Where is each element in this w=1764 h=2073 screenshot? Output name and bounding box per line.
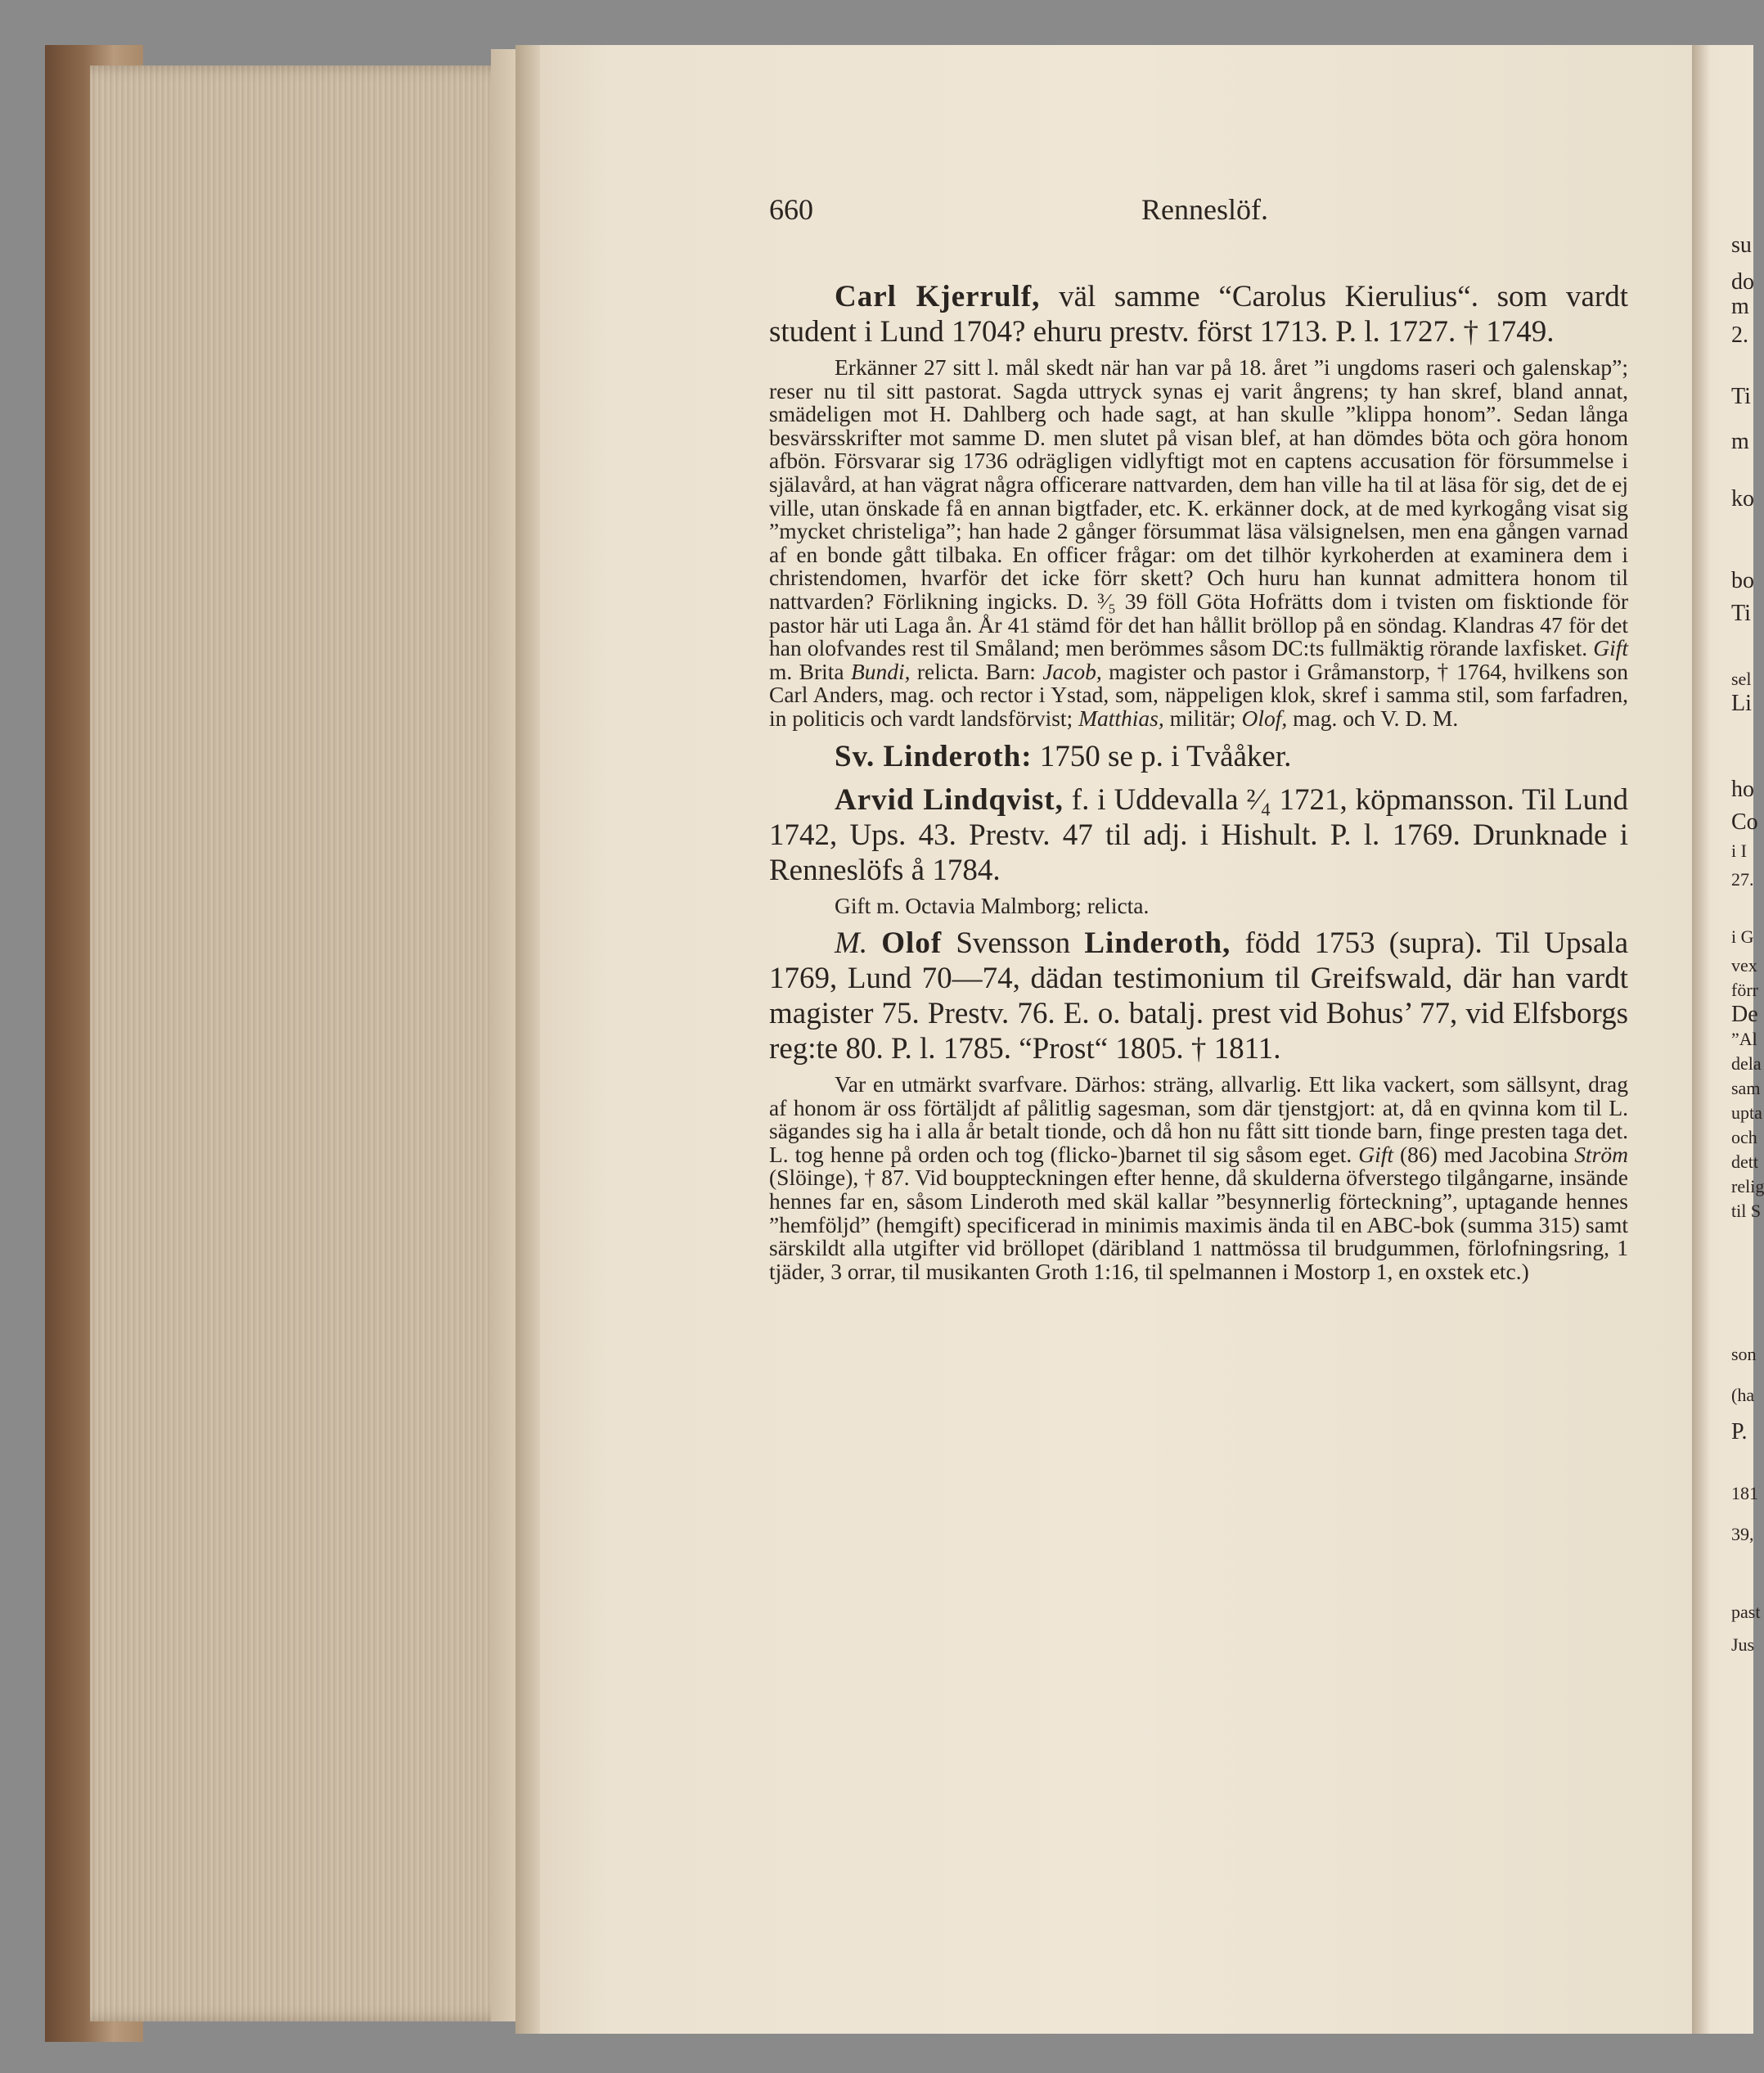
entry-name: Olof — [881, 926, 943, 961]
next-page-fragment: Ti — [1731, 384, 1751, 409]
entry-head-text: 1750 se p. i Tvååker. — [1039, 739, 1292, 773]
entry-note: (Slöinge), † 87. Vid bouppteckningen efter henne, då skulderna öfverstego tilgångarne, insände hennes far en, såsom Linderoth med skäl kallar ”besynnerlig förteckning”, uptagande hennes ”hemföljd” (hemgift) specificerad in minimis maximis ända til en ABC-bok (summa 315) samt särskildt alla utgifter vid bröllopet (däribland 1 nattmössa til brudgummen, förlofningsring, 1 tjäder, 3 orrar, til musikanten Groth 1:16, til spelmannen i Mostorp 1, en oxstek etc.) — [769, 1165, 1628, 1284]
page-header — [769, 192, 1628, 241]
next-page-fragment: i I — [1731, 840, 1747, 861]
next-page-fragment: i G — [1731, 926, 1754, 947]
next-page-fragment: til S — [1731, 1201, 1762, 1221]
next-page-fragment: sel — [1731, 669, 1752, 689]
child-name: Olof, — [1241, 705, 1288, 731]
next-page-fragment: m — [1731, 294, 1749, 319]
entry-name: Sv. Linderoth: — [835, 739, 1033, 773]
next-page-fragment: Jus — [1731, 1634, 1755, 1655]
next-page-fragment: dela — [1731, 1053, 1762, 1074]
next-page-fragment: 27. — [1731, 869, 1754, 890]
next-page-fragment: ko — [1731, 486, 1754, 511]
next-page-fragment: upta — [1731, 1102, 1762, 1123]
entry-note: mag. och V. D. M. — [1293, 705, 1459, 731]
entry-note: militär; — [1169, 705, 1236, 731]
entry-note: magister och pastor i Gråmanstorp, † 1764, hvilkens son Carl Anders, mag. och rector i Ystad, som, näppeligen klok, skref i samma stil, som farfadren, in politicis och vardt landsförvist; — [769, 658, 1628, 731]
next-page-fragment: De — [1731, 1002, 1758, 1027]
next-page-fragment: förr — [1731, 980, 1758, 1000]
next-page-fragment: m — [1731, 429, 1749, 454]
next-page-fragment: past — [1731, 1602, 1761, 1622]
next-page-fragment: 2. — [1731, 322, 1748, 348]
entry-head-text: Svensson — [956, 926, 1071, 961]
next-page-fragment: Ti — [1731, 601, 1751, 626]
entry-head-text: väl samme “Carolus Kierulius“. som vardt student i Lund 1704? ehuru prestv. först 1713. P. l. 1727. † 1749. — [769, 280, 1628, 349]
next-page-fragment: relig — [1731, 1176, 1764, 1196]
next-page-fragment: dett — [1731, 1151, 1758, 1172]
entry-kjerrulf-head — [769, 279, 1628, 349]
entry-name: Arvid Lindqvist, — [835, 782, 1064, 817]
next-page-fragment: 181 — [1731, 1483, 1758, 1503]
entry-name: Linderoth, — [1084, 926, 1231, 961]
next-page-fragment: (ha — [1731, 1385, 1755, 1405]
entry-head-text: född 1753 (supra). Til Upsala 1769, Lund 70—74, dädan testimonium til Greifswald, där han vardt magister 75. Prestv. 76. E. o. batalj. prest vid Bohus’ 77, vid Elfsborgs reg:te 80. P. l. 1785. “Prost“ 1805. † 1811. — [769, 926, 1629, 1066]
entry-kjerrulf-notes — [769, 356, 1628, 731]
title-abbrev: M. — [835, 926, 868, 961]
entry-note: Gift m. Octavia Malmborg; relicta. — [835, 892, 1150, 918]
next-page-fragment: son — [1731, 1344, 1757, 1364]
entry-note: (86) med Jacobina — [1400, 1141, 1568, 1167]
page-stack — [90, 65, 515, 2021]
child-name: Jacob, — [1042, 658, 1102, 684]
wife-name: Bundi, — [850, 658, 911, 684]
entry-lindqvist-notes — [769, 892, 1628, 918]
entry-lindqvist-head — [769, 782, 1628, 888]
gift-label: Gift — [1358, 1141, 1394, 1167]
next-page-fragment: Li — [1731, 691, 1752, 716]
next-page-fragment: P. — [1731, 1419, 1748, 1444]
gift-label: Gift — [1593, 635, 1628, 661]
entry-name: Carl Kjerrulf, — [835, 280, 1041, 313]
entry-note: Var en utmärkt svarfvare. Därhos: sträng, allvarlig. Ett lika vackert, som sällsynt, drag af honom är oss förtäljdt af pålitlig sagesman, som där tjenstgjort: at, då en qvinna kom til L. sägandes sig ha i alla år betalt tionde, och då hon nu fått sitt tionde barn, finge presten taga det. L. tog henne på orden och tog (flicko-)barnet til sig såsom eget. — [769, 1071, 1628, 1167]
next-page-fragment: och — [1731, 1127, 1757, 1147]
entry-linderoth-olof-notes — [769, 1073, 1628, 1283]
entry-note: relicta. Barn: — [916, 658, 1036, 684]
next-page-fragment: ho — [1731, 777, 1754, 802]
entry-note: Erkänner 27 sitt l. mål skedt när han var på 18. året ”i ungdoms raseri och galenskap”; reser nu til sitt pastorat. Sagda uttryck synas ej varit ångrens; ty han skref, bland annat, smädeligen mot H. Dahlberg och hade sagt, at han skulle ”klippa honom”. Sedan långa besvärsskrifter mot samme D. men slutet på visan blef, at han dömdes böta och göra honom afbön. Försvarar sig 1736 odrägligen vidlyftigt mot en captens accusation för försummelse i själavård, at han vägrat några officerare nattvarden, dem han ville ha til at läsa för sig, det de ej ville, utan önskade få en annan bigtfader, etc. K. erkänner dock, at de med kyrkogång visat sig ”mycket christeliga”; han hade 2 gånger försummat läsa välsignelsen, men ena gången varnad af en bonde gått tilbaka. En officer frågar: om det tilhör kyrkoherden at examinera dem i christendomen, hvarför det icke förr skett? Och huru han kunnat admittera honom til nattvarden? Förlikning ingicks. D. ³⁄₅ 39 föll Göta Hofrätts dom i tvisten om fisktionde för pastor här uti Laga ån. År 41 stämd för det han hållit bröllop på en söndag. Klandras 47 för det han olofvandes rest til Småland; men berömmes såsom DC:ts fullmäktig rörande laxfisket. — [769, 354, 1628, 661]
page-text — [769, 192, 1628, 1283]
entry-linderoth-olof-head — [769, 926, 1628, 1066]
next-page-fragment: 39, — [1731, 1524, 1754, 1544]
next-page-edge — [1692, 45, 1764, 2034]
entry-note: m. Brita — [769, 658, 844, 684]
next-page-fragment: vex — [1731, 955, 1757, 976]
next-page-fragment: sam — [1731, 1078, 1761, 1098]
child-name: Matthias, — [1078, 705, 1164, 731]
entry-linderoth-sv-head — [769, 739, 1628, 774]
next-page-fragment: Co — [1731, 809, 1758, 835]
next-page-fragment: bo — [1731, 568, 1754, 593]
next-page-fragment: ”Al — [1731, 1029, 1757, 1049]
running-title: Renneslöf. — [1141, 193, 1268, 226]
next-page-fragment: do — [1731, 269, 1754, 295]
next-page-fragment: su — [1731, 232, 1752, 258]
page-number: 660 — [769, 193, 813, 226]
wife-name: Ström — [1574, 1141, 1628, 1167]
entry-head-text: f. i Uddevalla ²⁄₄ 1721, köpmansson. Til Lund 1742, Ups. 43. Prestv. 47 til adj. i Hishult. P. l. 1769. Drunknade i Renneslöfs å 1784. — [769, 782, 1628, 887]
